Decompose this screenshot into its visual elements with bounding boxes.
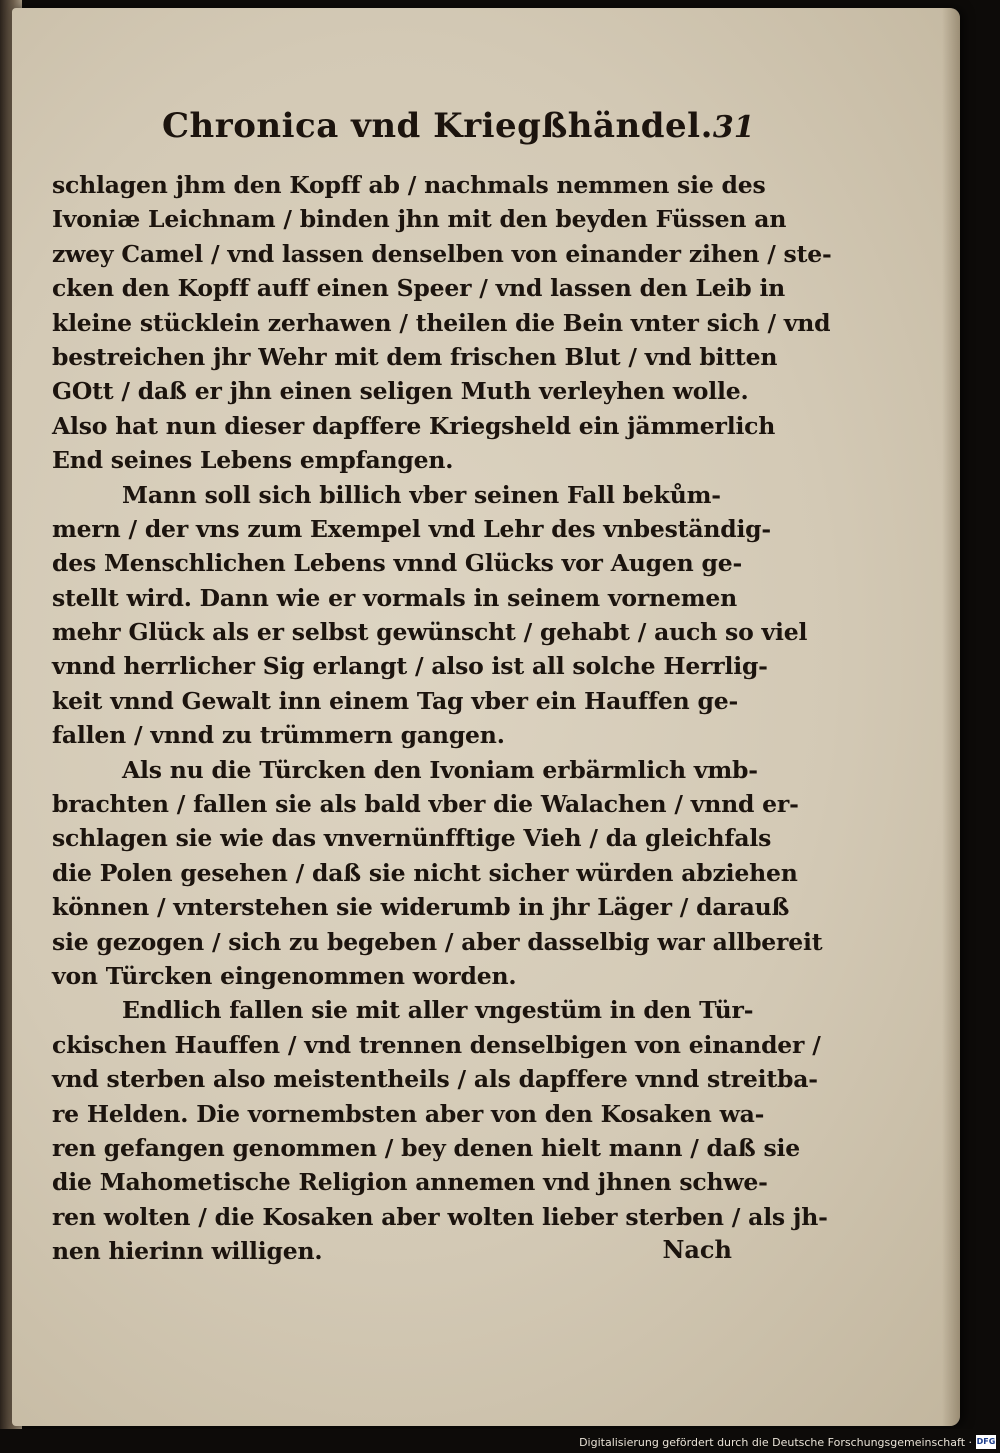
page-number: 31 bbox=[712, 110, 755, 145]
text-line: bestreichen jhr Wehr mit dem frischen Blut / vnd bitten bbox=[52, 342, 778, 371]
text-line: schlagen sie wie das vnvernünfftige Vieh / da gleichfals bbox=[52, 824, 772, 853]
text-line: stellt wird. Dann wie er vormals in seinem vornemen bbox=[52, 583, 738, 612]
body-text bbox=[52, 168, 832, 1269]
dfg-logo-icon: DFG bbox=[976, 1435, 996, 1449]
text-line: vnnd herrlicher Sig erlangt / also ist all solche Herrlig- bbox=[52, 652, 768, 681]
funding-credit: Digitalisierung gefördert durch die Deutsche Forschungsgemeinschaft · bbox=[579, 1436, 972, 1449]
text-line: mehr Glück als er selbst gewünscht / gehabt / auch so viel bbox=[52, 618, 808, 647]
footer-bar bbox=[0, 1429, 1000, 1453]
text-line: schlagen jhm den Kopff ab / nachmals nemmen sie des bbox=[52, 171, 766, 199]
text-line: des Menschlichen Lebens vnnd Glücks vor Augen ge- bbox=[52, 549, 743, 578]
text-line: ren wolten / die Kosaken aber wolten lieber sterben / als jh- bbox=[52, 1202, 828, 1231]
text-line: cken den Kopff auff einen Speer / vnd lassen den Leib in bbox=[52, 274, 786, 303]
text-line: End seines Lebens empfangen. bbox=[52, 446, 454, 475]
running-title: Chronica vnd Kriegßhändel. bbox=[162, 106, 713, 146]
text-line: re Helden. Die vornembsten aber von den Kosaken wa- bbox=[52, 1099, 765, 1128]
text-line: können / vnterstehen sie widerumb in jhr Läger / darauß bbox=[52, 893, 790, 922]
text-line: ckischen Hauffen / vnd trennen denselbigen von einander / bbox=[52, 1030, 821, 1059]
running-head bbox=[162, 106, 755, 168]
text-line: keit vnnd Gewalt inn einem Tag vber ein Hauffen ge- bbox=[52, 686, 739, 715]
text-line: GOtt / daß er jhn einen seligen Muth verleyhen wolle. bbox=[52, 377, 749, 406]
text-line: mern / der vns zum Exempel vnd Lehr des vnbeständig- bbox=[52, 514, 771, 543]
text-block bbox=[52, 106, 832, 1303]
page-edge-shadow bbox=[942, 8, 960, 1426]
text-line: brachten / fallen sie als bald vber die Walachen / vnnd er- bbox=[52, 790, 799, 819]
text-line: die Mahometische Religion annemen vnd jhnen schwe- bbox=[52, 1168, 768, 1197]
text-line: Ivoniæ Leichnam / binden jhn mit den beyden Füssen an bbox=[52, 205, 787, 234]
text-line: Endlich fallen sie mit aller vngestüm in den Tür- bbox=[122, 996, 754, 1025]
text-line: Mann soll sich billich vber seinen Fall bekům- bbox=[122, 480, 721, 509]
text-line: Also hat nun dieser dapffere Kriegsheld ein jämmerlich bbox=[52, 411, 776, 440]
book-page bbox=[12, 8, 960, 1426]
catchword: Nach bbox=[662, 1234, 732, 1264]
text-line: die Polen gesehen / daß sie nicht sicher würden abziehen bbox=[52, 858, 798, 887]
text-line: kleine stücklein zerhawen / theilen die Bein vnter sich / vnd bbox=[52, 308, 831, 337]
text-line: sie gezogen / sich zu begeben / aber dasselbig war allbereit bbox=[52, 927, 823, 956]
text-line: vnd sterben also meistentheils / als dapffere vnnd streitba- bbox=[52, 1065, 818, 1094]
text-line: ren gefangen genommen / bey denen hielt mann / daß sie bbox=[52, 1133, 800, 1162]
text-line: nen hierinn willigen. bbox=[52, 1237, 323, 1266]
text-line: von Türcken eingenommen worden. bbox=[52, 961, 517, 990]
text-line: zwey Camel / vnd lassen denselben von einander zihen / ste- bbox=[52, 239, 832, 268]
text-line: fallen / vnnd zu trümmern gangen. bbox=[52, 721, 505, 750]
text-line: Als nu die Türcken den Ivoniam erbärmlich vmb- bbox=[122, 755, 758, 784]
